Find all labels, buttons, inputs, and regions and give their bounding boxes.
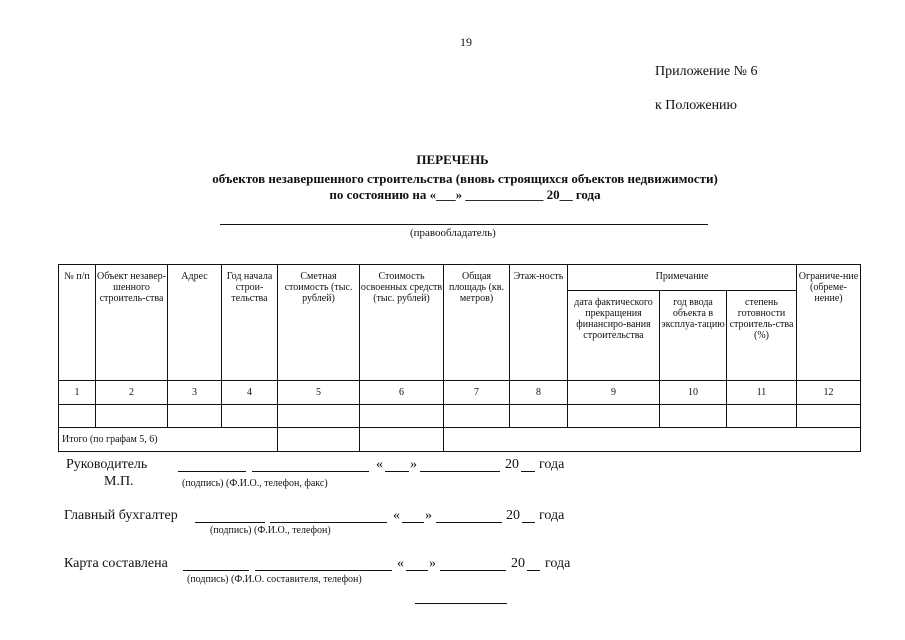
header-cell: степень готовности строитель-ства (%) — [727, 291, 797, 381]
date-quote-open: « — [376, 457, 383, 472]
header-cell: год ввода объекта в эксплуа-тацию — [660, 291, 727, 381]
compiled-caption: (подпись) (Ф.И.О. составителя, телефон) — [187, 574, 362, 585]
header-cell: Стоимость освоенных средств (тыс. рублей) — [360, 265, 444, 381]
header-cell: Год начала строи-тельства — [222, 265, 278, 381]
accountant-day-line[interactable] — [402, 511, 424, 523]
accountant-month-line[interactable] — [436, 511, 502, 523]
compiled-signature-line[interactable] — [183, 559, 249, 571]
header-cell: Сметная стоимость (тыс. рублей) — [278, 265, 360, 381]
year-prefix: 20 — [506, 508, 520, 523]
date-quote-close: » — [410, 457, 417, 472]
header-cell: Объект незавер-шенного строитель-ства — [96, 265, 168, 381]
stamp-label: М.П. — [104, 474, 134, 489]
table-cell[interactable] — [222, 405, 278, 428]
end-separator-line — [415, 603, 507, 604]
table-cell[interactable] — [168, 405, 222, 428]
table-cell[interactable] — [797, 405, 861, 428]
column-number: 2 — [96, 381, 168, 405]
year-word: года — [539, 457, 565, 472]
table-cell[interactable] — [727, 405, 797, 428]
year-prefix: 20 — [505, 457, 519, 472]
column-number: 10 — [660, 381, 727, 405]
table-cell[interactable] — [444, 405, 510, 428]
date-quote-open: « — [393, 508, 400, 523]
appendix-label: Приложение № 6 — [655, 64, 758, 79]
totals-cell[interactable] — [360, 428, 444, 452]
accountant-signature-line[interactable] — [195, 511, 265, 523]
column-number: 11 — [727, 381, 797, 405]
note-header: Примечание — [568, 265, 797, 291]
accountant-name-line[interactable] — [270, 511, 387, 523]
head-label: Руководитель — [66, 457, 148, 472]
as-of-date-line: по состоянию на «___» ____________ 20__ года — [329, 187, 601, 202]
column-number: 1 — [59, 381, 96, 405]
owner-line — [220, 224, 708, 225]
head-caption: (подпись) (Ф.И.О., телефон, факс) — [182, 478, 328, 489]
totals-row — [59, 428, 861, 452]
head-year-line[interactable] — [521, 460, 535, 472]
header-cell: № п/п — [59, 265, 96, 381]
header-cell: Общая площадь (кв. метров) — [444, 265, 510, 381]
compiled-label: Карта составлена — [64, 556, 168, 571]
page-number: 19 — [460, 35, 472, 49]
table-cell[interactable] — [278, 405, 360, 428]
column-number: 8 — [510, 381, 568, 405]
table-cell[interactable] — [660, 405, 727, 428]
totals-cell[interactable] — [278, 428, 360, 452]
header-cell: Этаж-ность — [510, 265, 568, 381]
year-prefix: 20 — [511, 556, 525, 571]
column-numbers-row — [59, 381, 861, 405]
header-cell: Адрес — [168, 265, 222, 381]
date-quote-close: » — [425, 508, 432, 523]
head-signature-line[interactable] — [178, 460, 246, 472]
date-quote-close: » — [429, 556, 436, 571]
head-name-line[interactable] — [252, 460, 369, 472]
document-subtitle: объектов незавершенного строительства (вновь строящихся объектов недвижимости) — [212, 171, 718, 186]
compiled-name-line[interactable] — [255, 559, 392, 571]
table-cell[interactable] — [96, 405, 168, 428]
table-cell[interactable] — [59, 405, 96, 428]
header-cell: дата фактического прекращения финансиро-вания строительства — [568, 291, 660, 381]
accountant-caption: (подпись) (Ф.И.О., телефон) — [210, 525, 331, 536]
table-cell[interactable] — [360, 405, 444, 428]
table-cell[interactable] — [510, 405, 568, 428]
compiled-year-line[interactable] — [527, 559, 540, 571]
column-number: 5 — [278, 381, 360, 405]
document-title: ПЕРЕЧЕНЬ — [416, 152, 489, 167]
table-cell[interactable] — [568, 405, 660, 428]
accountant-year-line[interactable] — [522, 511, 535, 523]
objects-table — [58, 264, 861, 452]
column-number: 9 — [568, 381, 660, 405]
year-word: года — [539, 508, 565, 523]
head-day-line[interactable] — [385, 460, 409, 472]
date-quote-open: « — [397, 556, 404, 571]
empty-data-row — [59, 405, 861, 428]
column-number: 3 — [168, 381, 222, 405]
totals-label: Итого (по графам 5, 6) — [59, 428, 278, 452]
column-number: 7 — [444, 381, 510, 405]
year-word: года — [545, 556, 571, 571]
regulation-label: к Положению — [655, 98, 738, 113]
compiled-day-line[interactable] — [406, 559, 428, 571]
column-number: 4 — [222, 381, 278, 405]
head-month-line[interactable] — [420, 460, 500, 472]
header-cell: Ограниче-ние (обреме-нение) — [797, 265, 861, 381]
owner-caption: (правообладатель) — [410, 227, 496, 239]
compiled-month-line[interactable] — [440, 559, 506, 571]
totals-cell — [444, 428, 861, 452]
column-number: 12 — [797, 381, 861, 405]
column-number: 6 — [360, 381, 444, 405]
accountant-label: Главный бухгалтер — [64, 508, 178, 523]
